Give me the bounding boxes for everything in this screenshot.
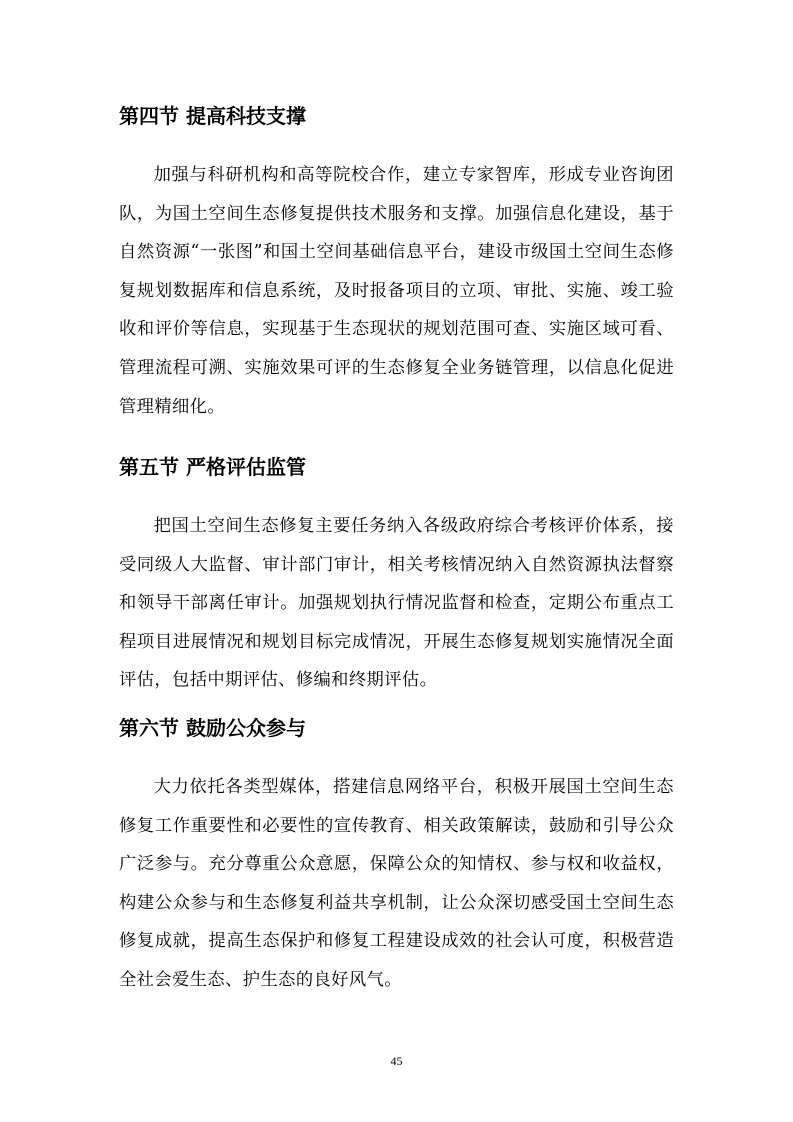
section-paragraph: 加强与科研机构和高等院校合作，建立专家智库，形成专业咨询团队，为国土空间生态修复提供技术服务和支撑。加强信息化建设，基于自然资源“一张图”和国土空间基础信息平台，建设市级国土空间生态修复规划数据库和信息系统，及时报备项目的立项、审批、实施、竣工验收和评价等信息，实现基于生态现状的规划范围可查、实施区域可看、管理流程可溯、实施效果可评的生态修复全业务链管理，以信息化促进管理精细化。 <box>119 165 674 417</box>
section-paragraph: 把国土空间生态修复主要任务纳入各级政府综合考核评价体系，接受同级人大监督、审计部门审计，相关考核情况纳入自然资源执法督察和领导干部离任审计。加强规划执行情况监督和检查，定期公布重点工程项目进展情况和规划目标完成情况，开展生态修复规划实施情况全面评估，包括中期评估、修编和终期评估。 <box>119 516 674 691</box>
section-heading: 第四节 提高科技支撑 <box>119 104 306 128</box>
section-paragraph: 大力依托各类型媒体，搭建信息网络平台，积极开展国土空间生态修复工作重要性和必要性的宣传教育、相关政策解读，鼓励和引导公众广泛参与。充分尊重公众意愿，保障公众的知情权、参与权和收益权，构建公众参与和生态修复利益共享机制，让公众深切感受国土空间生态修复成就，提高生态保护和修复工程建设成效的社会认可度，积极营造全社会爱生态、护生态的良好风气。 <box>119 777 674 990</box>
section-heading: 第六节 鼓励公众参与 <box>119 716 306 740</box>
section-6 <box>119 714 674 1000</box>
section-5 <box>119 453 674 700</box>
page-number: 45 <box>390 1054 403 1068</box>
section-heading: 第五节 严格评估监管 <box>119 455 306 479</box>
section-4 <box>119 102 674 426</box>
